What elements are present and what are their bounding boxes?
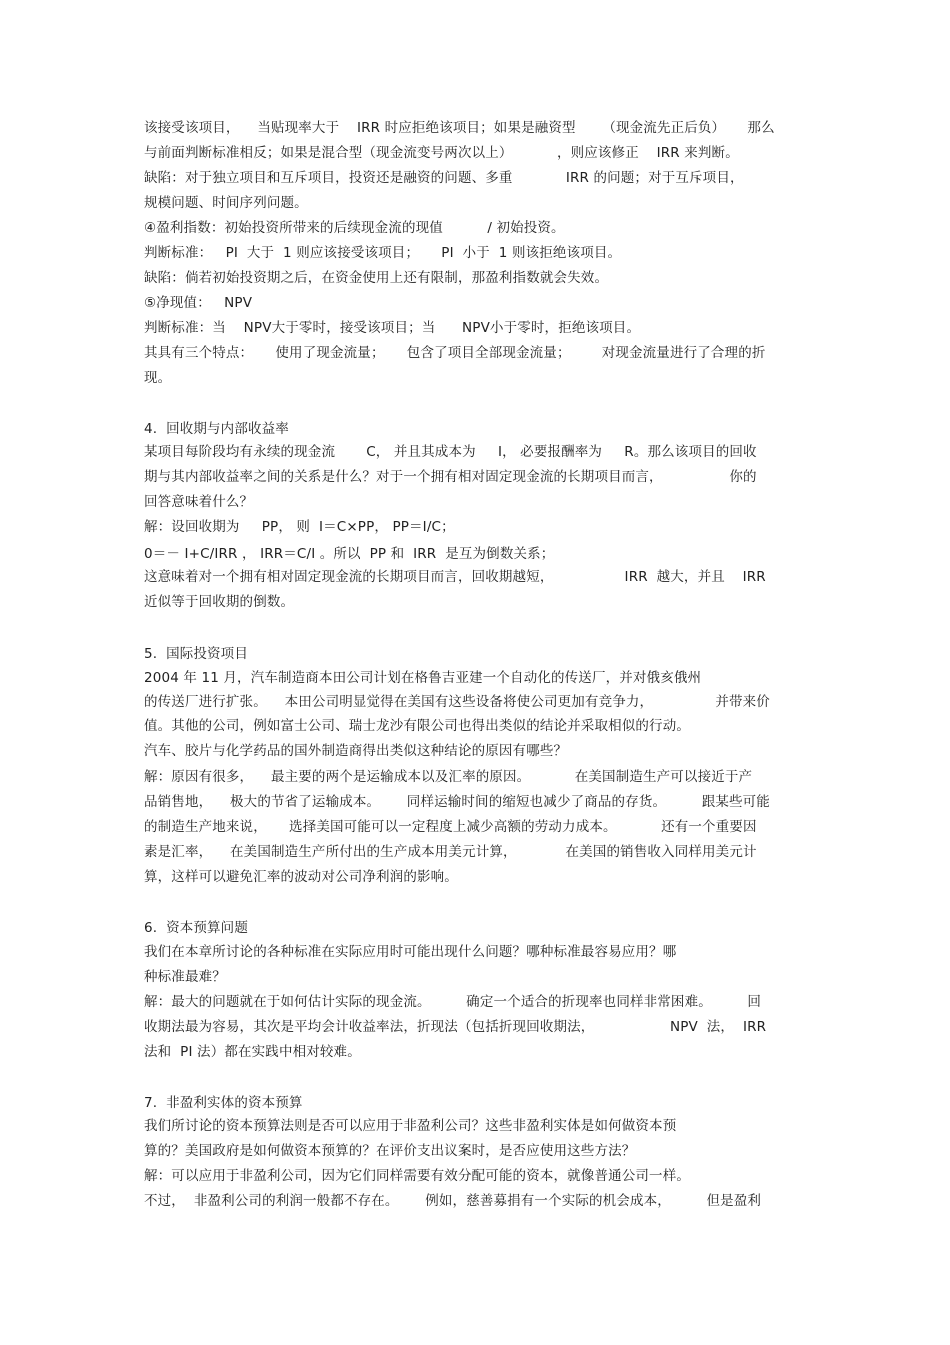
text-line: 现。 [144,370,172,386]
text-line: 品销售地， 极大的节省了运输成本。 同样运输时间的缩短也减少了商品的存货。 跟某些可能 [144,794,770,810]
text-line: 缺陷：对于独立项目和互斥项目，投资还是融资的问题、多重 IRR 的问题；对于互斥项目， [144,170,744,186]
text-line: ⑤净现值： NPV [144,295,253,311]
text-line: 缺陷：倘若初始投资期之后，在资金使用上还有限制，那盈利指数就会失效。 [144,270,609,286]
text-line: 解：可以应用于非盈利公司，因为它们同样需要有效分配可能的资本，就像普通公司一样。 [144,1168,690,1184]
text-line: 解：最大的问题就在于如何估计实际的现金流。 确定一个适合的折现率也同样非常困难。 回 [144,994,762,1010]
section-heading: 4. 回收期与内部收益率 [144,421,289,437]
text-line: 解：设回收期为 PP， 则 I＝C×PP， PP＝I/C； [144,519,455,535]
text-line: 汽车、胶片与化学药品的国外制造商得出类似这种结论的原因有哪些？ [144,743,568,759]
text-line: 0＝－ I+C/IRR ， IRR＝C/I 。所以 PP 和 IRR 是互为倒数关系； [144,546,555,562]
section-heading: 7. 非盈利实体的资本预算 [144,1095,303,1111]
text-line: 判断标准：当 NPV大于零时，接受该项目；当 NPV小于零时，拒绝该项目。 [144,320,641,336]
text-line: 解：原因有很多， 最主要的两个是运输成本以及汇率的原因。 在美国制造生产可以接近于产 [144,769,753,785]
text-line: 其具有三个特点： 使用了现金流量； 包含了项目全部现金流量； 对现金流量进行了合理的折 [144,345,766,361]
text-line: 回答意味着什么？ [144,494,254,510]
text-line: 法和 PI 法）都在实践中相对较难。 [144,1044,361,1060]
text-line: 不过， 非盈利公司的利润一般都不存在。 例如，慈善募捐有一个实际的机会成本， 但是盈利 [144,1193,762,1209]
text-line: 种标准最难？ [144,969,226,985]
text-line: 值。其他的公司，例如富士公司、瑞士龙沙有限公司也得出类似的结论并采取相似的行动。 [144,718,690,734]
text-line: 素是汇率， 在美国制造生产所付出的生产成本用美元计算， 在美国的销售收入同样用美元计 [144,844,757,860]
text-line: 算，这样可以避免汇率的波动对公司净利润的影响。 [144,869,458,885]
text-line: 该接受该项目， 当贴现率大于 IRR 时应拒绝该项目；如果是融资型 （现金流先正后负） 那么 [144,120,775,136]
text-line: 收期法最为容易，其次是平均会计收益率法，折现法（包括折现回收期法， NPV 法， IRR [144,1019,767,1035]
text-line: 2004 年 11 月，汽车制造商本田公司计划在格鲁吉亚建一个自动化的传送厂，并对俄亥俄州 [144,670,702,686]
text-line: 我们在本章所讨论的各种标准在实际应用时可能出现什么问题？哪种标准最容易应用？哪 [144,944,677,960]
text-line: 某项目每阶段均有永续的现金流 C， 并且其成本为 I， 必要报酬率为 R。那么该项目的回收 [144,444,757,460]
text-line: 与前面判断标准相反；如果是混合型（现金流变号两次以上） ，则应该修正 IRR 来判断。 [144,145,739,161]
text-line: 的制造生产地来说， 选择美国可能可以一定程度上减少高额的劳动力成本。 还有一个重要因 [144,819,757,835]
text-line: 期与其内部收益率之间的关系是什么？对于一个拥有相对固定现金流的长期项目而言， 你的 [144,469,757,485]
text-line: ④盈利指数：初始投资所带来的后续现金流的现值 / 初始投资。 [144,220,565,236]
text-line: 我们所讨论的资本预算法则是否可以应用于非盈利公司？这些非盈利实体是如何做资本预 [144,1118,677,1134]
text-line: 近似等于回收期的倒数。 [144,594,295,610]
text-line: 这意味着对一个拥有相对固定现金流的长期项目而言，回收期越短， IRR 越大，并且 IRR [144,569,766,585]
section-heading: 5. 国际投资项目 [144,646,248,662]
text-line: 算的？美国政府是如何做资本预算的？在评价支出议案时，是否应使用这些方法？ [144,1143,636,1159]
section-heading: 6. 资本预算问题 [144,920,248,936]
text-line: 判断标准： PI 大于 1 则应该接受该项目； PI 小于 1 则该拒绝该项目。 [144,245,622,261]
text-line: 的传送厂进行扩张。 本田公司明显觉得在美国有这些设备将使公司更加有竞争力， 并带来价 [144,694,770,710]
text-line: 规模问题、时间序列问题。 [144,195,308,211]
